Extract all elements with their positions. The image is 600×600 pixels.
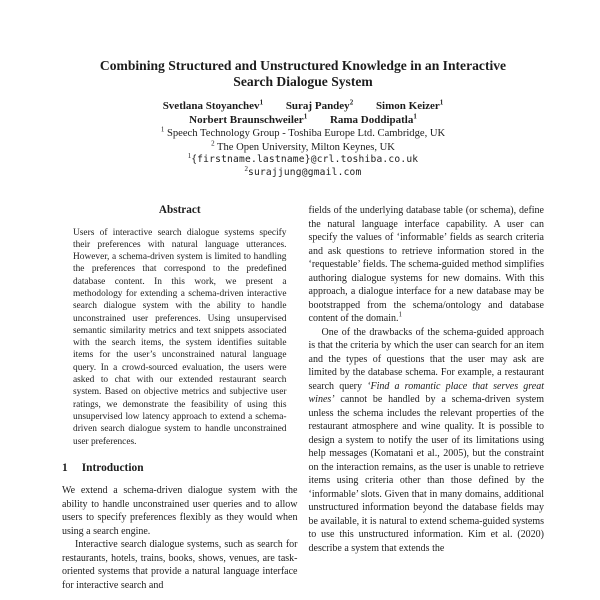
right-paragraph-2-text-after: cannot be handled by a schema-driven system unless the schema includes the relevant properties of the restaurant atmosphere and wine quality. It is possible to design a system to notify the user of its limitations using help messages (Komatani et al., 2005), but the constraint on the interaction remains, as the user is unable to retrieve items using criteria other than those defined by the ‘informable’ slots. Given that in many domains, additional unstructured information beyond the database fields may be available, it is natural to extend schema-guided systems to use this unstructured information. Kim et al. (2020) describe a system that extends the <box>308 394 544 554</box>
author-name: Rama Doddipatla <box>329 114 414 126</box>
author-affiliation-marker: 1 <box>439 98 444 107</box>
author <box>286 100 353 112</box>
author-line-1 <box>62 99 544 113</box>
email-line-1 <box>62 151 544 167</box>
affiliation-marker: 1 <box>160 125 165 134</box>
right-paragraph-1-text: fields of the underlying database table (or schema), define the natural language interface capability. A user can specify the values of ‘informable’ fields as search criteria and ask questions to retrieve information stored in the ‘requestable’ fields. The schema-guided method simplifies authoring dialogue systems for new domains. With this approach, a dialogue interface for a new database may be bootstrapped from the schema/ontology and database content of the domain. <box>308 205 544 324</box>
section-heading-introduction <box>62 462 298 476</box>
example-query-italic: ‘Find a romantic place that serves great wines’ <box>308 380 544 405</box>
author-name: Simon Keizer <box>375 100 440 112</box>
author <box>189 114 307 126</box>
right-column <box>309 204 545 592</box>
email-address: {firstname.lastname}@crl.toshiba.co.uk <box>191 154 419 165</box>
section-title: Introduction <box>81 461 144 474</box>
affiliation-text: The Open University, Milton Keynes, UK <box>217 141 395 153</box>
author-name: Norbert Braunschweiler <box>189 114 304 126</box>
affiliation-marker: 2 <box>211 138 215 147</box>
email-marker: 2 <box>244 164 248 173</box>
right-paragraph-1 <box>309 204 545 326</box>
affiliation-2 <box>62 138 544 155</box>
two-column-body <box>62 204 544 592</box>
author-affiliation-marker: 1 <box>259 98 264 107</box>
section-number: 1 <box>62 461 68 474</box>
right-paragraph-2-text-before: One of the drawbacks of the schema-guided approach is that the criteria by which the user can search for an item and the types of questions that the user may ask are limited by the database schema. For example, a restaurant search query <box>308 326 544 392</box>
left-column <box>62 204 298 592</box>
abstract-heading: Abstract <box>158 204 201 216</box>
author-affiliation-marker: 1 <box>303 112 308 121</box>
intro-paragraph-2: Interactive search dialogue systems, such as search for restaurants, hotels, trains, books, shows, venues, are task-oriented systems that provide a natural language interface for interactive search and <box>62 539 298 591</box>
paper-title: Combining Structured and Unstructured Knowledge in an Interactive Search Dialogue System <box>99 58 507 89</box>
email-marker: 1 <box>187 151 192 160</box>
intro-paragraph-1: We extend a schema-driven dialogue system with the ability to handle unconstrained user queries and to allow users to specify preferences flexibly as they would when using a search engine. <box>62 485 298 537</box>
affiliation-1 <box>62 127 544 141</box>
author-name: Svetlana Stoyanchev <box>162 100 260 112</box>
author <box>330 114 417 126</box>
author-name: Suraj Pandey <box>285 100 350 112</box>
author-affiliation-marker: 2 <box>349 98 354 107</box>
author-line-2 <box>62 113 544 127</box>
abstract-text: Users of interactive search dialogue systems specify their preferences with natural language utterances. However, a schema-driven system is limited to handling the preferences that correspond to the predefined database content. In this work, we present a methodology for extending a schema-driven interactive search dialogue system with the ability to handle unconstrained user preferences. Using unsupervised semantic similarity metrics and text snippets associated with the search items, the system identifies suitable items for the user’s unconstrained natural language query. In a crowd-sourced evaluation, the users were asked to chat with our extended restaurant search system. Based on objective metrics and subjective user ratings, we demonstrate the feasibility of using this unsupervised low latency approach to extend a schema-driven search dialogue system to handle unconstrained user preferences. <box>73 227 287 447</box>
author-affiliation-marker: 1 <box>413 112 417 121</box>
right-paragraph-2 <box>309 326 545 556</box>
email-line-2 <box>62 164 544 180</box>
author <box>376 100 443 112</box>
affiliation-text: Speech Technology Group - Toshiba Europe Ltd. Cambridge, UK <box>166 128 446 139</box>
author <box>163 100 263 112</box>
email-address: surajjung@gmail.com <box>247 166 362 178</box>
footnote-marker: 1 <box>398 310 402 319</box>
